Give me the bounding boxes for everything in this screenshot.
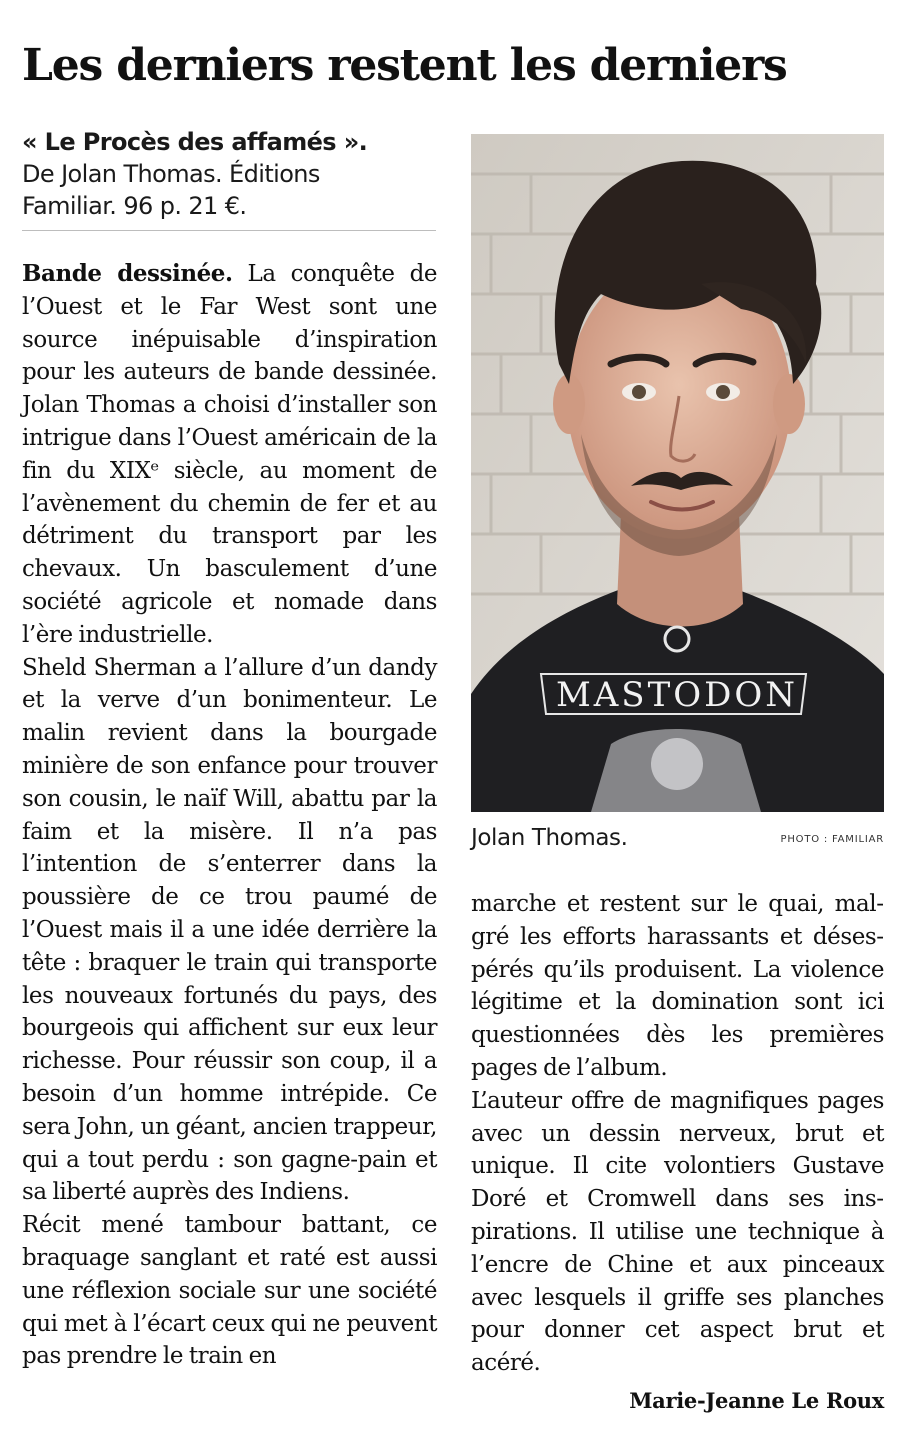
article-lead: Bande dessinée.: [22, 260, 233, 287]
headline: Les derniers restent les derniers: [22, 40, 787, 91]
book-info: [22, 126, 436, 231]
article-column-right: [471, 888, 884, 1380]
article-paragraph-3: Récit mené tambour battant, ce braquage sanglant et raté est aussi une réflexion sociale sur une société qui met à l’écart ceux qui ne peuvent pas prendre le train en: [22, 1212, 437, 1370]
photo-credit: PHOTO : FAMILIAR: [780, 834, 884, 845]
book-author-publisher: De Jolan Thomas. Éditions: [22, 160, 320, 188]
shirt-text: MASTODON: [555, 675, 799, 715]
photo-caption-text: Jolan Thomas.: [471, 825, 628, 851]
article-paragraph-4: marche et restent sur le quai, malgré les efforts harassants et désespérés qu’ils produisent. La violence légitime et la domination sont ici questionnées dès les premières pages de l’album.: [471, 891, 884, 1081]
article-author: Marie-Jeanne Le Roux: [629, 1388, 884, 1413]
article-paragraph-5: L’auteur offre de magnifiques pages avec un dessin nerveux, brut et unique. Il cite volontiers Gustave Doré et Cromwell dans ses inspirations. Il utilise une technique à l’encre de Chine et aux pinceaux avec lesquels il griffe ses planches pour donner cet aspect brut et acéré.: [471, 1087, 884, 1377]
author-photo: [471, 134, 884, 812]
author-portrait-illustration: [471, 134, 884, 812]
article-column-left: [22, 258, 437, 1373]
article-paragraph-2: Sheld Sherman a l’allure d’un dandy et la verve d’un bonimenteur. Le malin revient dans la bourgade minière de son enfance pour trouver son cousin, le naïf Will, abattu par la faim et la misère. Il n’a pas l’intention de s’enterrer dans la poussière de ce trou paumé de l’Ouest mais il a une idée derrière la tête : braquer le train qui transporte les nouveaux fortunés du pays, des bourgeois qui affichent sur eux leur richesse. Pour réussir son coup, il a besoin d’un homme intrépide. Ce sera John, un géant, ancien trappeur, qui a tout perdu : son gagne-pain et sa liberté auprès des Indiens.: [22, 654, 437, 1206]
article-paragraph-1-text: La conquête de l’Ouest et le Far West sont une source inépuisable d’inspiration pour les auteurs de bande dessinée. Jolan Thomas a choisi d’installer son intrigue dans l’Ouest américain de la fin du XIXᵉ siècle, au moment de l’avènement du chemin de fer et au détriment du transport par les chevaux. Un basculement d’une société agricole et nomade dans l’ère industrielle.: [22, 261, 437, 648]
photo-caption: [471, 822, 884, 856]
book-title: « Le Procès des affamés ».: [22, 128, 368, 156]
book-pages-price: Familiar. 96 p. 21 €.: [22, 192, 247, 220]
article-paragraph-1: [22, 258, 437, 652]
